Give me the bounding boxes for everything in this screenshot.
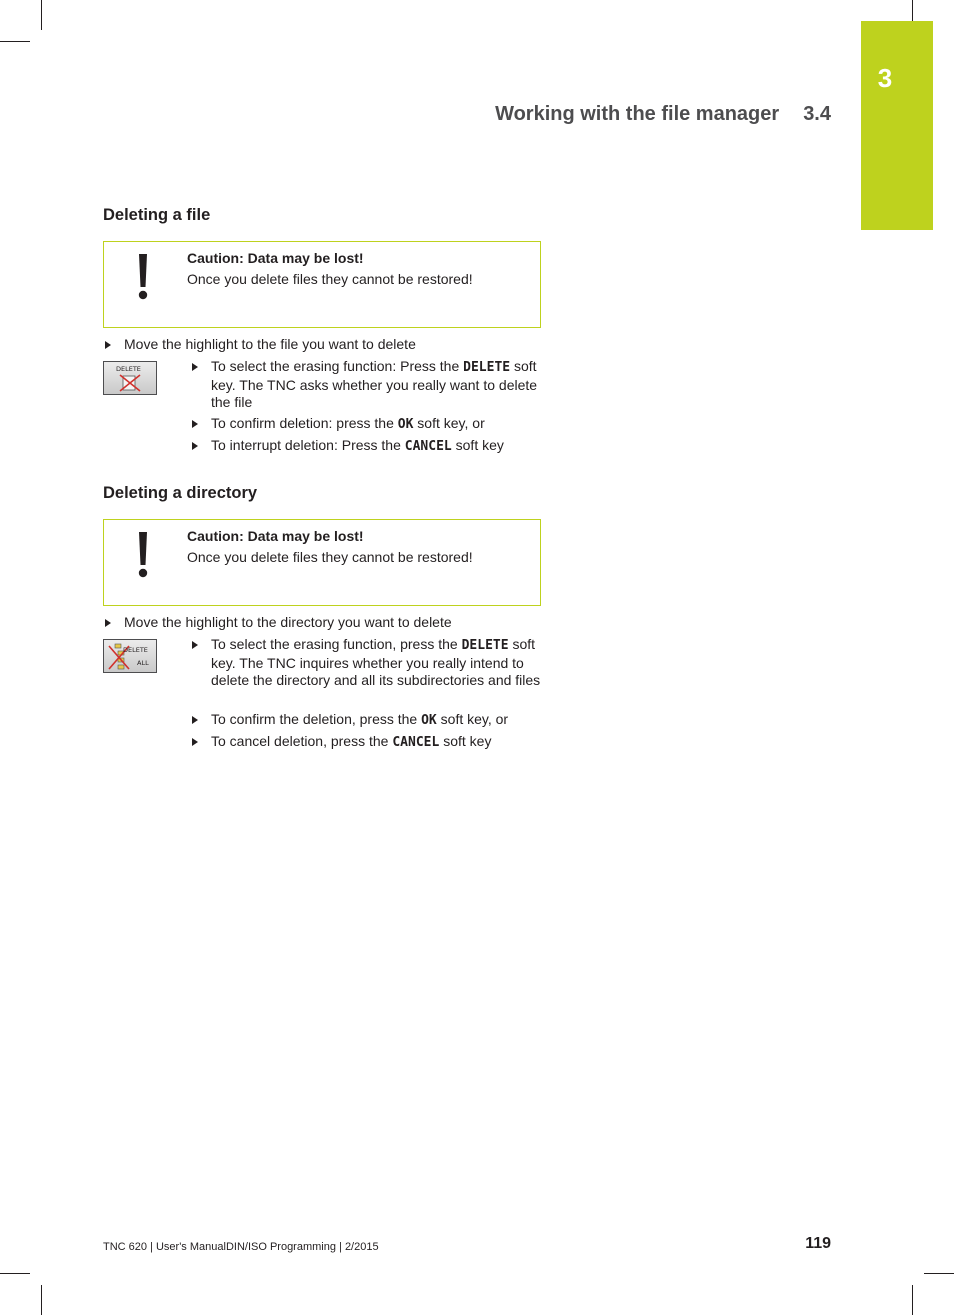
bullet-arrow-icon	[105, 619, 111, 627]
step-text: To confirm deletion: press the	[211, 415, 398, 431]
bullet-arrow-icon	[192, 420, 198, 428]
footer-text: TNC 620 | User's ManualDIN/ISO Programming | 2/2015	[103, 1241, 379, 1253]
crop-mark	[41, 1285, 42, 1315]
delete-softkey-icon	[103, 361, 157, 395]
bullet-arrow-icon	[105, 341, 111, 349]
bullet-arrow-icon	[192, 738, 198, 746]
caution-title: Caution: Data may be lost!	[187, 528, 364, 544]
crop-mark	[0, 1273, 30, 1274]
softkey-label: ALL	[137, 659, 149, 667]
crop-mark	[912, 0, 913, 21]
step-text: soft key	[451, 437, 504, 453]
running-header	[495, 103, 831, 126]
step-text: Move the highlight to the directory you want to delete	[124, 614, 452, 630]
list-item	[211, 733, 541, 752]
step-text: soft key. The TNC inquires whether you really intend to delete the directory and all its subdirectories and files	[211, 636, 541, 688]
crop-mark	[0, 41, 30, 42]
softkey-name: DELETE	[463, 360, 511, 375]
chapter-number: 3	[877, 63, 893, 93]
caution-text: Once you delete files they cannot be restored!	[187, 549, 473, 565]
section-heading: Deleting a directory	[103, 484, 258, 502]
list-item	[211, 636, 541, 690]
exclamation-icon	[136, 254, 150, 300]
softkey-label: DELETE	[116, 365, 141, 373]
step-text: To cancel deletion, press the	[211, 733, 393, 749]
list-item	[124, 336, 416, 354]
list-item	[211, 437, 541, 456]
softkey-name: OK	[397, 417, 414, 432]
softkey-name: DELETE	[461, 638, 509, 653]
caution-title: Caution: Data may be lost!	[187, 250, 364, 266]
caution-box	[103, 519, 541, 606]
step-text: To select the erasing function: Press the	[211, 358, 464, 374]
caution-box	[103, 241, 541, 328]
step-text: soft key	[439, 733, 492, 749]
bullet-arrow-icon	[192, 442, 198, 450]
softkey-name: CANCEL	[392, 735, 440, 750]
caution-text: Once you delete files they cannot be restored!	[187, 271, 473, 287]
exclamation-icon	[136, 532, 150, 578]
delete-cross-icon	[118, 374, 142, 392]
crop-mark	[912, 1285, 913, 1315]
delete-all-softkey-icon	[103, 639, 157, 673]
page-number: 119	[805, 1235, 831, 1252]
bullet-arrow-icon	[192, 363, 198, 371]
section-heading: Deleting a file	[103, 206, 211, 224]
section-title: Working with the file manager	[495, 103, 780, 125]
list-item	[211, 415, 541, 434]
list-item	[211, 711, 541, 730]
step-text: To select the erasing function, press the	[211, 636, 462, 652]
step-text: To confirm the deletion, press the	[211, 711, 422, 727]
softkey-name: CANCEL	[404, 439, 452, 454]
step-text: Move the highlight to the file you want to delete	[124, 336, 416, 352]
list-item	[124, 614, 452, 632]
crop-mark	[41, 0, 42, 30]
step-text: soft key, or	[413, 415, 485, 431]
step-text: soft key. The TNC asks whether you really want to delete the file	[211, 358, 538, 410]
list-item	[211, 358, 541, 412]
bullet-arrow-icon	[192, 641, 198, 649]
step-text: soft key, or	[436, 711, 509, 727]
step-text: To interrupt deletion: Press the	[211, 437, 405, 453]
softkey-label: DELETE	[123, 646, 148, 654]
bullet-arrow-icon	[192, 716, 198, 724]
section-number: 3.4	[803, 103, 831, 125]
softkey-name: OK	[421, 713, 437, 728]
crop-mark	[924, 1273, 954, 1274]
chapter-tab	[861, 21, 933, 230]
